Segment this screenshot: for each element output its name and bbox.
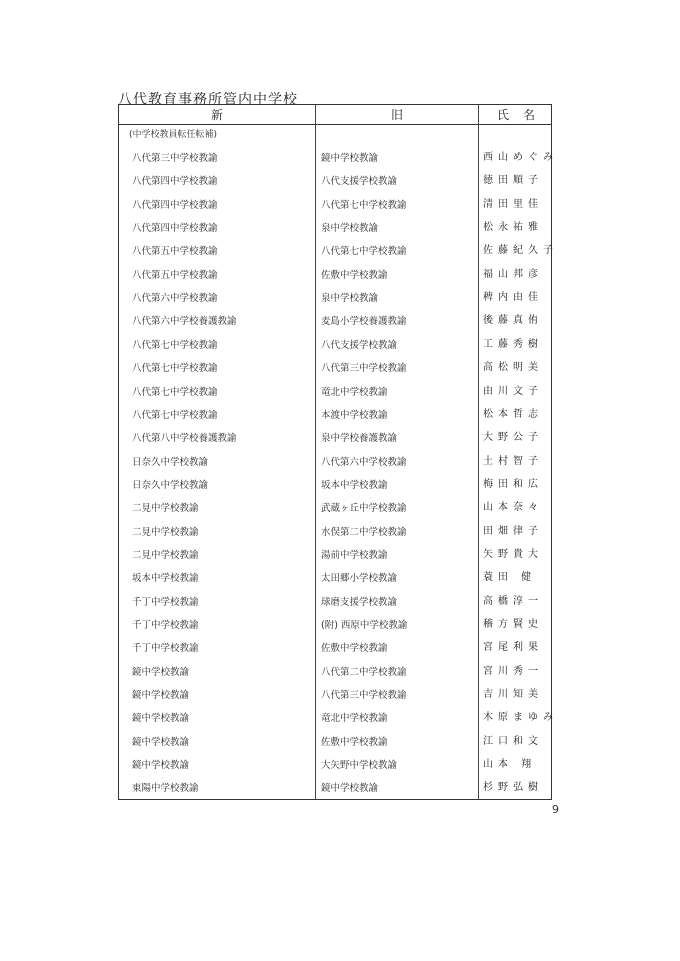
old-position-cell: 坂本中学校教諭 [321,479,388,491]
new-position-cell: 鏡中学校教諭 [132,736,190,748]
new-position-cell: 坂本中学校教諭 [132,573,199,585]
name-cell: 後藤真侑 [483,315,543,327]
new-position-cell: 八代第七中学校教諭 [132,386,218,398]
table-row [119,240,558,260]
name-cell: 稗内由佳 [483,292,543,304]
new-position-cell: 八代第五中学校教諭 [132,246,218,258]
table-row [119,334,551,354]
table-row [119,567,551,587]
table-row [119,777,551,797]
header-old: 旧 [390,108,403,122]
new-position-cell: 八代第七中学校教諭 [132,339,218,351]
old-position-cell: (附) 西原中学校教諭 [321,620,408,631]
header-new: 新 [210,108,223,122]
name-cell: 高松明美 [483,362,543,374]
old-position-cell: 泉中学校養護教諭 [321,433,398,445]
name-cell: 田畑律子 [483,525,543,537]
name-cell: 矢野貴大 [483,548,543,560]
name-cell: 杉野弘樹 [483,782,543,794]
table-row [119,357,551,377]
old-position-cell: 佐敷中学校教諭 [321,736,388,748]
table-row [119,170,551,190]
table-row [119,217,551,237]
header-name: 氏名 [496,108,549,122]
table-row [119,287,551,307]
name-cell: 佐藤紀久子 [483,245,558,257]
old-position-cell: 八代第七中学校教諭 [321,199,407,211]
name-cell: 梅田和広 [483,478,543,490]
new-position-cell: 東陽中学校教諭 [132,783,199,795]
old-position-cell: 八代第二中学校教諭 [321,666,407,678]
table-row [119,707,558,727]
name-cell: 宮尾利果 [483,642,543,654]
table-row [119,451,551,471]
new-position-cell: 日奈久中学校教諭 [132,479,209,491]
new-position-cell: 鏡中学校教諭 [132,690,190,702]
old-position-cell: 麦島小学校養護教諭 [321,316,407,328]
table-row [119,194,551,214]
new-position-cell: 八代第六中学校教諭 [132,293,218,305]
name-cell: 工藤秀樹 [483,338,543,350]
table-row [119,427,551,447]
new-position-cell: 日奈久中学校教諭 [132,456,209,468]
name-cell: 大野公子 [483,432,543,444]
old-position-cell: 竜北中学校教諭 [321,386,388,398]
new-position-cell: 鏡中学校教諭 [132,760,190,772]
new-position-cell: 鏡中学校教諭 [132,713,190,725]
old-position-cell: 武蔵ヶ丘中学校教諭 [321,503,407,515]
name-cell: 吉川知美 [483,689,543,701]
table-row [119,474,551,494]
new-position-cell: 八代第七中学校教諭 [132,409,218,421]
table-row [119,404,551,424]
old-position-cell: 球磨支援学校教諭 [321,596,398,608]
name-cell: 土村智子 [483,455,543,467]
document-title: 八代教育事務所管内中学校 [118,92,298,108]
name-cell: 稽方賢史 [483,619,543,630]
new-position-cell: 八代第八中学校養護教諭 [132,433,237,445]
table-row [119,591,551,611]
name-cell: 徳田順子 [483,175,543,187]
name-cell: 高橋淳一 [483,595,543,607]
table-row [119,637,551,657]
table-row [119,497,551,517]
new-position-cell: 鏡中学校教諭 [132,666,190,678]
old-position-cell: 大矢野中学校教諭 [321,760,398,772]
new-position-cell: 八代第五中学校教諭 [132,269,218,281]
name-cell: 清田里佳 [483,198,543,210]
table-row [119,544,551,564]
table-row [119,614,551,634]
name-cell: 由川文子 [483,385,543,397]
name-cell: 山本奈々 [483,502,543,514]
name-cell: 宮川秀一 [483,665,543,677]
table-row [119,731,551,751]
old-position-cell: 鏡中学校教諭 [321,783,379,795]
name-cell: 山本 翔 [483,759,537,771]
new-position-cell: 八代第四中学校教諭 [132,176,218,188]
old-position-cell: 本渡中学校教諭 [321,409,388,421]
new-position-cell: 八代第三中学校教諭 [132,153,218,164]
name-cell: 松本哲志 [483,408,543,420]
name-cell: 福山邦彦 [483,268,543,280]
old-position-cell: 八代第三中学校教諭 [321,690,407,702]
old-position-cell: 泉中学校教諭 [321,223,379,235]
new-position-cell: 千丁中学校教諭 [132,620,199,631]
table-row [119,661,551,681]
table-row [119,754,551,774]
transfer-table [118,104,558,800]
old-position-cell: 鏡中学校教諭 [321,153,379,164]
name-cell: 木原まゆみ [483,712,558,724]
new-position-cell: 八代第七中学校教諭 [132,363,218,375]
old-position-cell: 泉中学校教諭 [321,293,379,305]
old-position-cell: 太田郷小学校教諭 [321,573,398,585]
new-position-cell: 千丁中学校教諭 [132,643,199,655]
new-position-cell: 八代第六中学校養護教諭 [132,316,237,328]
table-row [119,521,551,541]
table-row [119,684,551,704]
name-cell: 江口和文 [483,735,543,747]
table-row [119,264,551,284]
table-row [119,147,558,167]
new-position-cell: 千丁中学校教諭 [132,596,199,608]
name-cell: 蓑田 健 [483,572,537,584]
table-row [119,381,551,401]
name-cell: 松永祐雅 [483,222,543,234]
old-position-cell: 八代支援学校教諭 [321,339,398,351]
section-label: (中学校教員転任転補) [129,130,218,140]
new-position-cell: 八代第四中学校教諭 [132,223,218,235]
new-position-cell: 二見中学校教諭 [132,549,199,561]
old-position-cell: 佐敷中学校教諭 [321,643,388,655]
new-position-cell: 二見中学校教諭 [132,526,199,538]
old-position-cell: 八代第七中学校教諭 [321,246,407,258]
page-number: 9 [552,803,559,816]
new-position-cell: 二見中学校教諭 [132,503,199,515]
table-row [119,310,551,330]
old-position-cell: 八代第六中学校教諭 [321,456,407,468]
old-position-cell: 八代支援学校教諭 [321,176,398,188]
table-header [119,105,551,125]
old-position-cell: 八代第三中学校教諭 [321,363,407,375]
old-position-cell: 水俣第二中学校教諭 [321,526,407,538]
new-position-cell: 八代第四中学校教諭 [132,199,218,211]
old-position-cell: 佐敷中学校教諭 [321,269,388,281]
old-position-cell: 湯前中学校教諭 [321,549,388,561]
old-position-cell: 竜北中学校教諭 [321,713,388,725]
name-cell: 西山めぐみ [483,152,558,163]
